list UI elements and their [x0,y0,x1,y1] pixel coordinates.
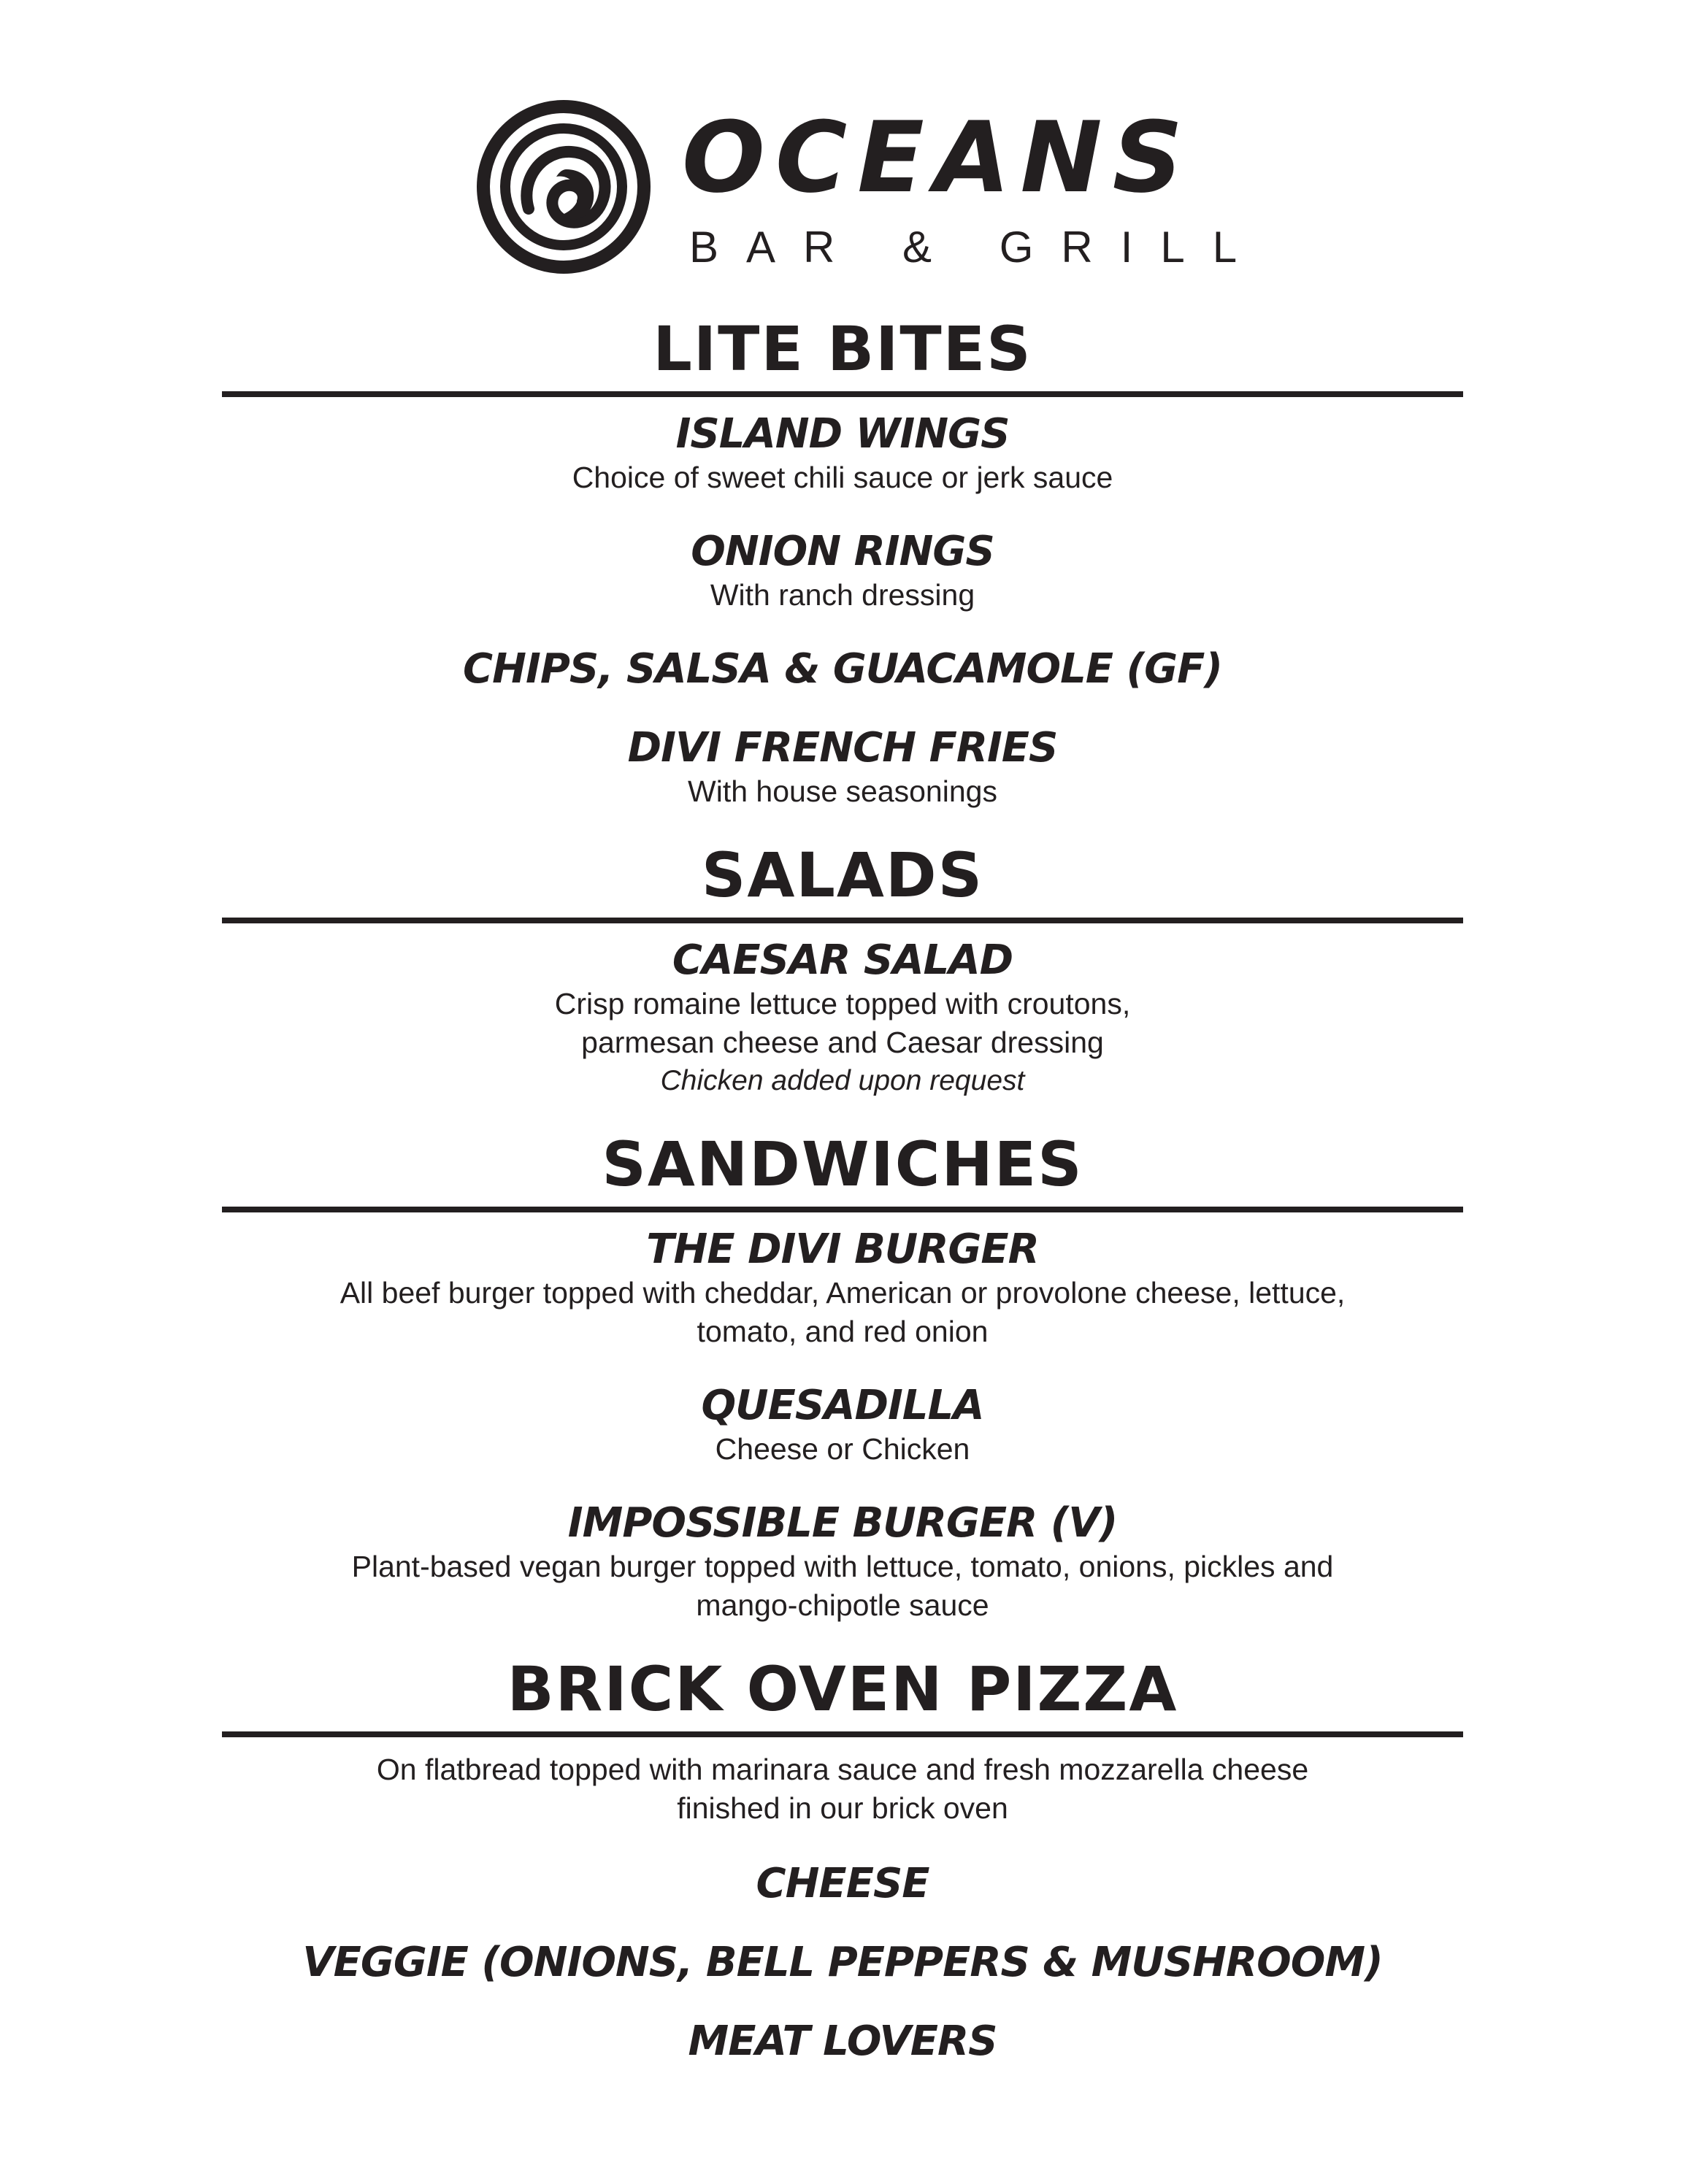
item-name: CHEESE [756,1860,929,1907]
menu-item [222,1499,1463,1625]
item-name: CAESAR SALAD [672,937,1013,984]
item-name: VEGGIE (ONIONS, BELL PEPPERS & MUSHROOM) [302,1939,1383,1986]
section-divider [222,918,1463,923]
item-description: All beef burger topped with cheddar, American or provolone cheese, lettuce, [339,1276,1346,1310]
item-description: tomato, and red onion [697,1315,989,1348]
item-name: CHIPS, SALSA & GUACAMOLE (GF) [463,645,1222,693]
section-title: LITE BITES [653,313,1032,385]
item-description: Plant-based vegan burger topped with lettuce, tomato, onions, pickles and [351,1550,1334,1583]
menu-item [222,1226,1463,1351]
item-name: ONION RINGS [691,528,994,575]
menu-item [222,724,1463,811]
section-title: SANDWICHES [602,1128,1083,1200]
menu-item [222,937,1463,1100]
section-divider [222,1207,1463,1212]
brand-tagline: BAR & GRILL [689,223,1265,272]
item-note: Chicken added upon request [660,1065,1025,1096]
item-description: parmesan cheese and Caesar dressing [581,1026,1104,1059]
item-description: Cheese or Chicken [715,1432,970,1466]
brand-logo [476,99,1265,274]
item-name: DIVI FRENCH FRIES [627,724,1058,772]
item-name: IMPOSSIBLE BURGER (V) [567,1499,1118,1547]
section-divider [222,391,1463,397]
section-title: SALADS [701,839,984,911]
menu-item [222,410,1463,497]
item-description: With house seasonings [688,774,997,808]
intro-line: finished in our brick oven [677,1791,1008,1825]
item-description: Choice of sweet chili sauce or jerk sauce [572,461,1113,494]
menu-item [222,528,1463,615]
menu-item [222,1860,1463,1908]
wave-spiral-logo-icon [476,99,651,274]
item-name: ISLAND WINGS [675,410,1010,458]
item-description: With ranch dressing [710,578,975,612]
item-description: mango-chipotle sauce [696,1588,989,1622]
intro-line: On flatbread topped with marinara sauce and fresh mozzarella cheese [376,1753,1309,1786]
section-salads [222,840,1463,1100]
section-sandwiches [222,1129,1463,1625]
section-divider [222,1731,1463,1737]
menu-item [222,1382,1463,1469]
section-title: BRICK OVEN PIZZA [507,1653,1178,1725]
section-lite-bites [222,314,1463,811]
menu-content [222,314,1463,2096]
item-name: THE DIVI BURGER [646,1226,1039,1273]
item-name: MEAT LOVERS [688,2018,997,2065]
menu-item [222,1939,1463,1987]
item-name: QUESADILLA [701,1382,984,1429]
menu-item [222,645,1463,693]
section-brick-oven-pizza [222,1654,1463,2066]
item-description: Crisp romaine lettuce topped with croutons, [554,987,1131,1020]
menu-item [222,2018,1463,2066]
brand-name: OCEANS [682,101,1194,215]
section-intro [222,1750,1463,1828]
